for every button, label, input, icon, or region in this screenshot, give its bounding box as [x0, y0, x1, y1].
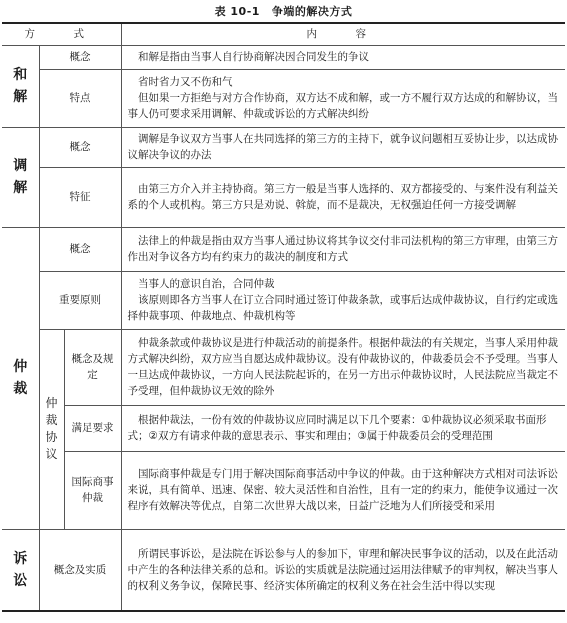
header-method: 方 式	[2, 23, 121, 45]
mediation-features-label: 特征	[39, 167, 121, 227]
mediation-concept-label: 概念	[39, 127, 121, 167]
table-number: 表 10-1	[214, 5, 260, 18]
reconcile-label: 和 解	[2, 45, 39, 127]
table-title: 争端的解决方式	[271, 5, 353, 18]
arbitration-principles-cell	[121, 271, 565, 329]
arbitration-label: 仲 裁	[2, 227, 39, 529]
litigation-concept-label: 概念及实质	[39, 529, 121, 611]
arbitration-principles-line1: 当事人的意识自治，合同仲裁	[138, 278, 275, 290]
arbitration-concept-text: 法律上的仲裁是指由双方当事人通过协议将其争议交付非司法机构的第三方审理，由第三方作出对争议各方均有约束力的裁决的制度和方式	[121, 227, 565, 271]
international-arbitration-label: 国际商事仲裁	[64, 451, 121, 529]
mediation-label: 调 解	[2, 127, 39, 227]
header-row	[2, 23, 565, 45]
mediation-features-text: 由第三方介入并主持协商。第三方一般是当事人选择的、双方都接受的、与案件没有利益关系的个人或机构。第三方只是劝说、斡旋，而不是裁决，无权强迫任何一方接受调解	[121, 167, 565, 227]
litigation-row	[2, 529, 565, 611]
dispute-resolution-table	[2, 22, 565, 612]
reconcile-features-row	[2, 69, 565, 127]
mediation-features-row	[2, 167, 565, 227]
international-arbitration-row	[2, 451, 565, 529]
agreement-concept-label: 概念及规定	[64, 329, 121, 405]
reconcile-features-cell	[121, 69, 565, 127]
arbitration-principles-label: 重要原则	[39, 271, 121, 329]
arbitration-principles-line2: 该原则即各方当事人在订立合同时通过签订仲裁条款，或事后达成仲裁协议，自行约定或选择仲裁事项、仲裁地点、仲裁机构等	[127, 294, 559, 322]
arbitration-concept-row	[2, 227, 565, 271]
litigation-label: 诉 讼	[2, 529, 39, 611]
reconcile-features-label: 特点	[39, 69, 121, 127]
reconcile-concept-text: 和解是指由当事人自行协商解决因合同发生的争议	[121, 45, 565, 69]
international-arbitration-text: 国际商事仲裁是专门用于解决国际商事活动中争议的仲裁。由于这种解决方式相对司法诉讼来说，具有简单、迅速、保密、较大灵活性和自治性，且有一定的约束力，能使争议通过一次程序有效解决等优点，自第二次世界大战以来，日益广泛地为人们所接受和采用	[121, 451, 565, 529]
reconcile-features-line2: 但如果一方拒绝与对方合作协商，双方达不成和解，或一方不履行双方达成的和解协议，当事人仍可要求采用调解、仲裁或诉讼的方式解决纠纷	[127, 92, 559, 120]
reconcile-features-line1: 省时省力又不伤和气	[138, 76, 233, 88]
litigation-concept-text: 所谓民事诉讼，是法院在诉讼参与人的参加下，审理和解决民事争议的活动，以及在此活动中产生的各种法律关系的总和。诉讼的实质就是法院通过运用法律赋予的审判权，解决当事人的权利义务争议，保障民事、经济实体所确定的权利义务在社会生活中得以实现	[121, 529, 565, 611]
mediation-concept-row	[2, 127, 565, 167]
reconcile-concept-row	[2, 45, 565, 69]
mediation-concept-text: 调解是争议双方当事人在共同选择的第三方的主持下，就争议问题相互妥协让步，以达成协议解决争议的办法	[121, 127, 565, 167]
arbitration-principles-row	[2, 271, 565, 329]
agreement-concept-row	[2, 329, 565, 405]
arbitration-concept-label: 概念	[39, 227, 121, 271]
reconcile-concept-label: 概念	[39, 45, 121, 69]
header-content: 内 容	[121, 23, 565, 45]
agreement-requirements-label: 满足要求	[64, 405, 121, 451]
agreement-requirements-row	[2, 405, 565, 451]
arbitration-agreement-label: 仲 裁 协 议	[39, 329, 64, 529]
agreement-concept-text: 仲裁条款或仲裁协议是进行仲裁活动的前提条件。根据仲裁法的有关规定，当事人采用仲裁方式解决纠纷，双方应当自愿达成仲裁协议。没有仲裁协议的，仲裁委员会不予受理。当事人一旦达成仲裁协议，一方向人民法院起诉的，在另一方出示仲裁协议时，人民法院应当裁定不予受理，但仲裁协议无效的除外	[121, 329, 565, 405]
table-caption	[0, 3, 567, 19]
agreement-requirements-text: 根据仲裁法，一份有效的仲裁协议应同时满足以下几个要素：①仲裁协议必须采取书面形式；②双方有请求仲裁的意思表示、事实和理由；③属于仲裁委员会的受理范围	[121, 405, 565, 451]
